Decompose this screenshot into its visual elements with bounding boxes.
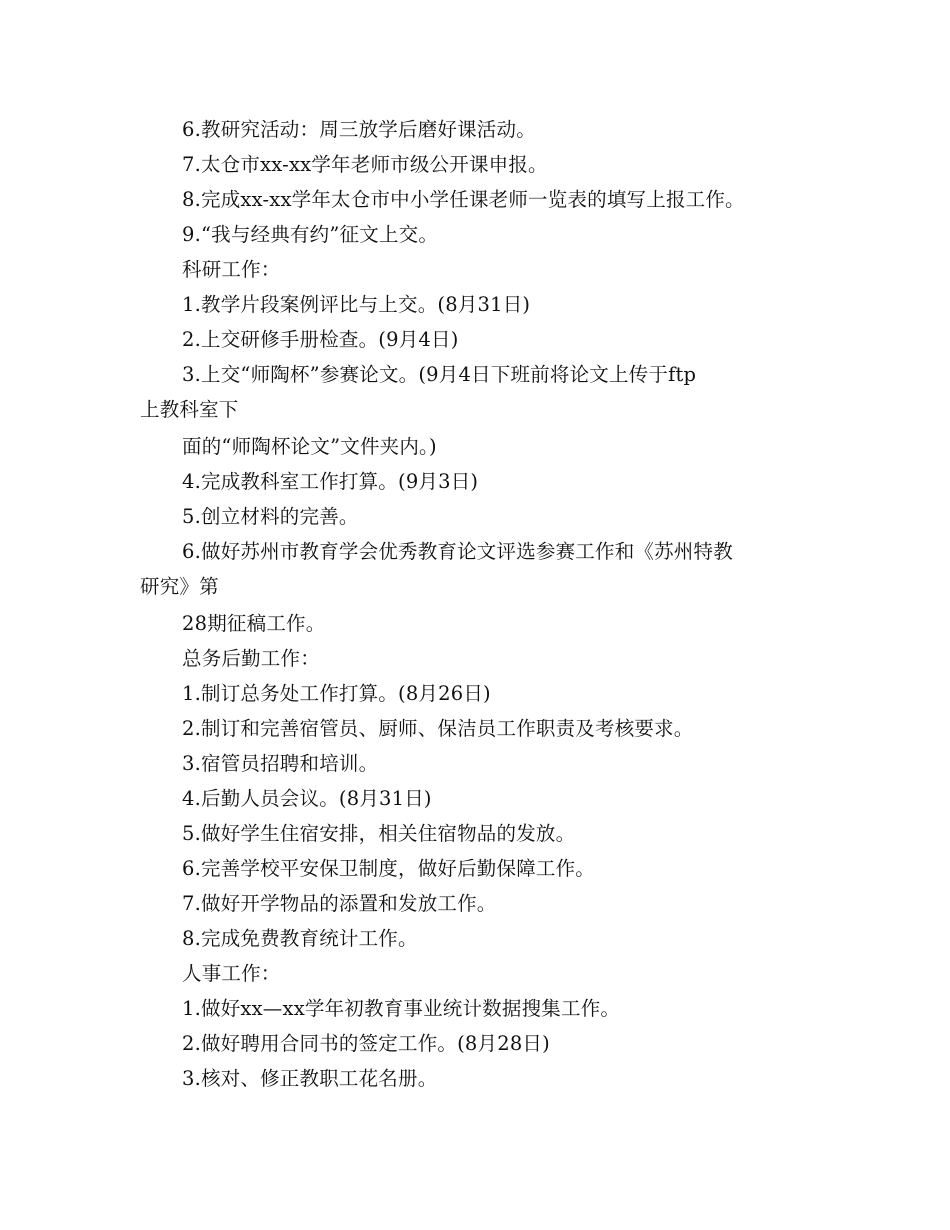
text-line: 1.制订总务处工作打算。(8月26日) bbox=[182, 682, 491, 705]
text-line: 面的“师陶杯论文”文件夹内。) bbox=[182, 435, 437, 458]
text-line: 6.做好苏州市教育学会优秀教育论文评选参赛工作和《苏州特教 bbox=[182, 540, 733, 563]
section-heading: 科研工作： bbox=[182, 258, 281, 281]
text-line: 3.宿管员招聘和培训。 bbox=[182, 752, 379, 775]
text-line: 1.教学片段案例评比与上交。(8月31日) bbox=[182, 293, 531, 316]
text-line: 28期征稿工作。 bbox=[182, 612, 326, 635]
text-line: 1.做好xx—xx学年初教育事业统计数据搜集工作。 bbox=[182, 997, 621, 1020]
text-line: 3.核对、修正教职工花名册。 bbox=[182, 1067, 438, 1090]
text-line: 上教科室下 bbox=[140, 398, 239, 421]
text-line: 6.完善学校平安保卫制度，做好后勤保障工作。 bbox=[182, 857, 596, 880]
text-line: 9.“我与经典有约”征文上交。 bbox=[182, 223, 439, 246]
text-line: 2.上交研修手册检查。(9月4日) bbox=[182, 328, 459, 351]
text-line: 5.创立材料的完善。 bbox=[182, 505, 359, 528]
text-line: 7.做好开学物品的添置和发放工作。 bbox=[182, 892, 497, 915]
text-line: 5.做好学生住宿安排，相关住宿物品的发放。 bbox=[182, 822, 576, 845]
text-line: 2.做好聘用合同书的签定工作。(8月28日) bbox=[182, 1032, 550, 1055]
text-line: 研究》第 bbox=[140, 575, 219, 598]
text-line: 8.完成xx-xx学年太仓市中小学任课老师一览表的填写上报工作。 bbox=[182, 188, 745, 211]
text-line: 7.太仓市xx-xx学年老师市级公开课申报。 bbox=[182, 153, 548, 176]
text-line: 3.上交“师陶杯”参赛论文。(9月4日下班前将论文上传于ftp bbox=[182, 363, 697, 386]
text-line: 4.后勤人员会议。(8月31日) bbox=[182, 787, 432, 810]
text-line: 6.教研究活动：周三放学后磨好课活动。 bbox=[182, 118, 536, 141]
text-line: 8.完成免费教育统计工作。 bbox=[182, 927, 418, 950]
text-line: 4.完成教科室工作打算。(9月3日) bbox=[182, 470, 479, 493]
section-heading: 总务后勤工作： bbox=[182, 647, 320, 670]
text-line: 2.制订和完善宿管员、厨师、保洁员工作职责及考核要求。 bbox=[182, 717, 694, 740]
section-heading: 人事工作： bbox=[182, 962, 281, 985]
